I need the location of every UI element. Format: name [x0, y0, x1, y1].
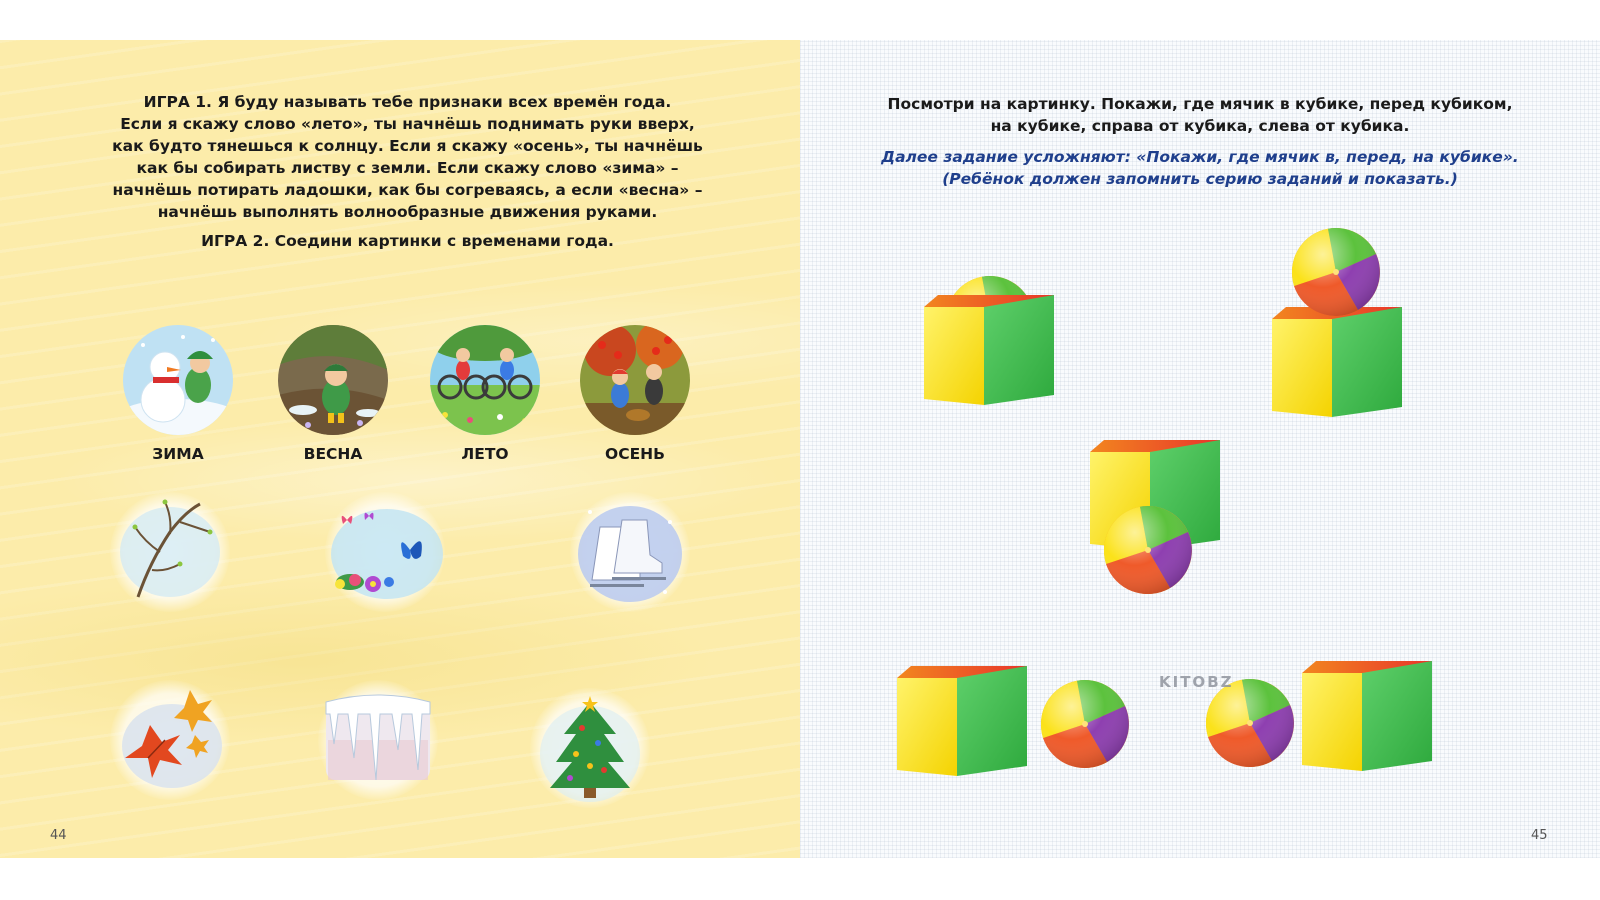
ball-on-cube-scene	[1268, 225, 1408, 420]
page-number-left: 44	[50, 828, 67, 843]
game1-line-1: Я буду называть тебе признаки всех времён года.	[211, 93, 672, 111]
game1-line-4: как бы собирать листву с земли. Если скажу слово «зима» –	[136, 159, 679, 177]
ball-left-of-cube-scene	[1200, 655, 1440, 795]
ball-right-of-cube-scene	[895, 660, 1135, 800]
left-page	[0, 40, 800, 858]
butterflies-flowers-icon	[325, 492, 445, 612]
season-label-summer: ЛЕТО	[461, 445, 509, 463]
ball-in-front-of-cube-scene	[1088, 438, 1228, 603]
complication-text	[870, 146, 1530, 190]
game2-label: ИГРА 2.	[201, 232, 270, 250]
instruction-text	[870, 93, 1530, 137]
autumn-leaves-icon	[110, 680, 230, 800]
right-page	[800, 40, 1600, 858]
game1-line-6: начнёшь выполнять волнообразные движения руками.	[157, 203, 658, 221]
christmas-tree-icon	[530, 688, 650, 808]
spring-picture	[278, 325, 388, 435]
game1-line-2: Если я скажу слово «лето», ты начнёшь поднимать руки вверх,	[120, 115, 695, 133]
season-label-winter: ЗИМА	[152, 445, 204, 463]
icicles-icon	[318, 680, 438, 800]
complication-line-2: (Ребёнок должен запомнить серию заданий и показать.)	[942, 170, 1458, 188]
ball-in-cube-scene	[920, 245, 1060, 410]
page-number-right: 45	[1531, 828, 1548, 843]
instruction-line-2: на кубике, справа от кубика, слева от кубика.	[990, 117, 1410, 135]
bare-branch-icon	[110, 492, 230, 612]
game2-text	[100, 230, 715, 252]
game1-line-3: как будто тянешься к солнцу. Если я скажу «осень», ты начнёшь	[112, 137, 703, 155]
season-label-autumn: ОСЕНЬ	[605, 445, 665, 463]
winter-snowman-picture	[123, 325, 233, 435]
season-label-spring: ВЕСНА	[303, 445, 363, 463]
summer-bicycles-picture	[430, 325, 540, 435]
game2-body: Соедини картинки с временами года.	[269, 232, 614, 250]
game1-line-5: начнёшь потирать ладошки, как бы согреваясь, а если «весна» –	[112, 181, 703, 199]
complication-line-1: Далее задание усложняют: «Покажи, где мячик в, перед, на кубике».	[881, 148, 1519, 166]
ice-skates-icon	[570, 492, 690, 612]
game1-text	[100, 91, 715, 223]
autumn-rowan-picture	[580, 325, 690, 435]
game1-label: ИГРА 1.	[143, 93, 212, 111]
instruction-line-1: Посмотри на картинку. Покажи, где мячик в кубике, перед кубиком,	[887, 95, 1513, 113]
watermark: KITOBZ	[1159, 673, 1234, 691]
